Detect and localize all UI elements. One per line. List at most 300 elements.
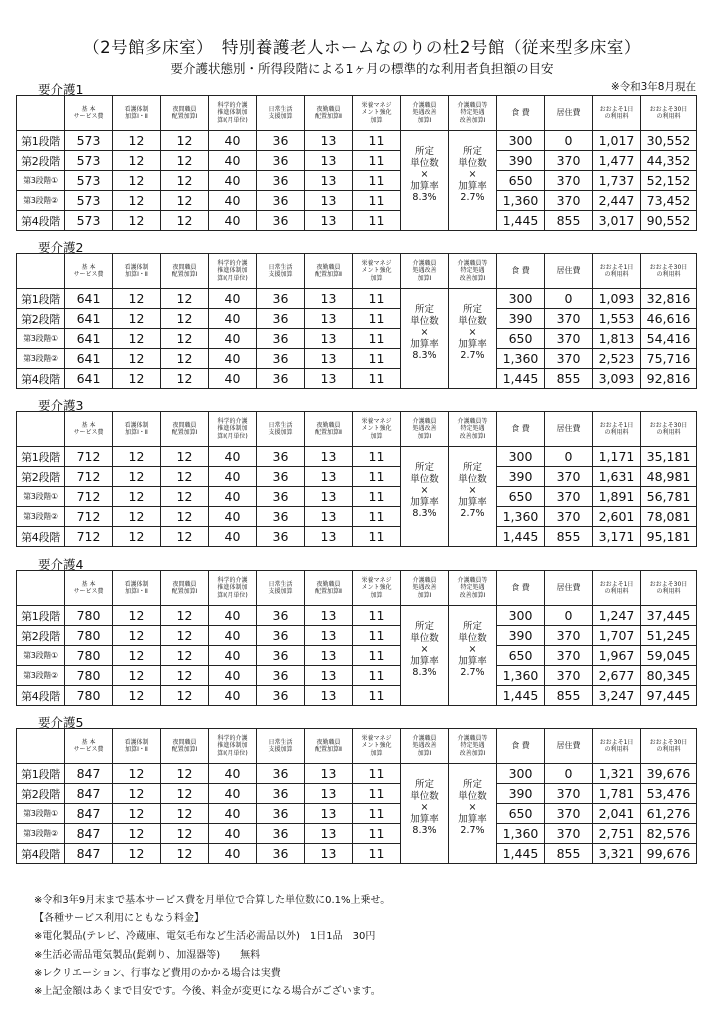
income-stage-label: 第3段階①	[17, 487, 65, 507]
column-header	[593, 254, 641, 289]
column-header	[17, 571, 65, 606]
table-cell: 3,093	[593, 369, 641, 389]
column-header	[257, 254, 305, 289]
income-stage-label: 第2段階	[17, 309, 65, 329]
table-cell: 2,447	[593, 191, 641, 211]
table-cell: 0	[545, 447, 593, 467]
table-row	[17, 211, 697, 231]
header-line: 介護職員等	[457, 418, 488, 426]
table-cell: 1,813	[593, 329, 641, 349]
header-line: 処遇改善	[412, 742, 437, 750]
column-header	[449, 96, 497, 131]
table-cell: 11	[353, 527, 401, 547]
table-cell: 370	[545, 626, 593, 646]
income-stage-label: 第3段階②	[17, 191, 65, 211]
header-line: 居住費	[556, 424, 581, 434]
header-line: 特定処遇	[460, 584, 485, 592]
column-header	[161, 729, 209, 764]
column-header	[113, 96, 161, 131]
table-cell: 641	[65, 349, 113, 369]
income-stage-label: 第2段階	[17, 784, 65, 804]
table-cell: 40	[209, 211, 257, 231]
header-line: メント強化	[361, 109, 392, 117]
table-cell: 370	[545, 507, 593, 527]
header-line: 算Ⅰ(月単位)	[217, 591, 248, 599]
table-cell: 11	[353, 666, 401, 686]
header-line: 看護体制	[124, 580, 149, 588]
column-header	[641, 412, 697, 447]
rate-line: 8.3%	[412, 350, 437, 362]
rate-line: 加算率	[458, 338, 487, 350]
header-line: 栄養マネジ	[361, 577, 392, 585]
header-line: 改善加算Ⅰ	[459, 591, 486, 599]
table-cell: 12	[161, 467, 209, 487]
merged-rate-cell	[449, 764, 497, 864]
rate-line: 単位数	[410, 473, 439, 485]
column-header	[401, 96, 449, 131]
table-cell: 40	[209, 487, 257, 507]
table-cell: 13	[305, 329, 353, 349]
table-cell: 573	[65, 211, 113, 231]
column-header	[545, 254, 593, 289]
header-line: 支援加算	[268, 746, 293, 753]
table-cell: 370	[545, 804, 593, 824]
table-cell: 36	[257, 626, 305, 646]
table-cell: 13	[305, 686, 353, 706]
table-row	[17, 626, 697, 646]
table-cell: 36	[257, 606, 305, 626]
header-line: 処遇改善	[412, 109, 437, 117]
header-line: 介護職員	[412, 102, 437, 110]
header-line: 居住費	[556, 583, 581, 593]
header-line: の利用料	[656, 113, 681, 120]
rate-line: 所定	[462, 304, 482, 316]
column-header	[113, 254, 161, 289]
header-line: 加算Ⅰ・Ⅱ	[125, 271, 148, 278]
table-cell: 12	[113, 606, 161, 626]
table-row	[17, 824, 697, 844]
table-cell: 12	[161, 151, 209, 171]
merged-rate-cell	[401, 131, 449, 231]
section-title: 要介護4	[38, 557, 84, 572]
table-cell: 573	[65, 131, 113, 151]
column-header	[65, 412, 113, 447]
rate-line: ×	[420, 327, 429, 339]
rate-line: 8.3%	[412, 667, 437, 679]
table-cell: 13	[305, 151, 353, 171]
table-cell: 40	[209, 804, 257, 824]
rate-line: ×	[468, 485, 477, 497]
column-header	[641, 96, 697, 131]
note-line: ※上記金額はあくまで目安です。今後、料金が変更になる場合がございます。	[34, 986, 381, 998]
table-cell: 13	[305, 784, 353, 804]
column-header	[113, 729, 161, 764]
fee-table	[16, 570, 697, 706]
income-stage-label: 第4段階	[17, 844, 65, 864]
table-cell: 12	[113, 349, 161, 369]
column-header	[257, 412, 305, 447]
header-line: 支援加算	[268, 271, 293, 278]
rate-line: ×	[468, 644, 477, 656]
column-header	[65, 96, 113, 131]
header-line: 夜間職員	[172, 421, 197, 429]
header-line: 配置加算Ⅰ	[171, 113, 198, 120]
table-cell: 1,445	[497, 369, 545, 389]
table-cell: 370	[545, 467, 593, 487]
table-cell: 1,477	[593, 151, 641, 171]
table-cell: 1,017	[593, 131, 641, 151]
header-line: 日常生活	[268, 421, 293, 429]
table-row	[17, 507, 697, 527]
table-cell: 36	[257, 764, 305, 784]
table-cell: 36	[257, 447, 305, 467]
table-cell: 11	[353, 131, 401, 151]
column-header	[305, 571, 353, 606]
column-header	[545, 729, 593, 764]
header-line: の利用料	[656, 746, 681, 753]
header-line: 科学的介護	[217, 102, 248, 110]
rate-line: 単位数	[410, 157, 439, 169]
table-cell: 40	[209, 646, 257, 666]
table-cell: 40	[209, 329, 257, 349]
header-line: 推進体制加	[217, 267, 248, 275]
header-line: 介護職員等	[457, 102, 488, 110]
rate-line: ×	[420, 644, 429, 656]
rate-line: 加算率	[410, 338, 439, 350]
header-line: の利用料	[656, 271, 681, 278]
header-line: 支援加算	[268, 429, 293, 436]
column-header	[545, 571, 593, 606]
header-line: 配置加算Ⅰ	[171, 588, 198, 595]
table-cell: 36	[257, 467, 305, 487]
table-row	[17, 447, 697, 467]
table-cell: 855	[545, 369, 593, 389]
header-line: 日常生活	[268, 738, 293, 746]
table-row	[17, 309, 697, 329]
table-row	[17, 844, 697, 864]
column-header	[305, 96, 353, 131]
table-cell: 12	[113, 329, 161, 349]
table-cell: 780	[65, 626, 113, 646]
table-cell: 40	[209, 666, 257, 686]
table-cell: 11	[353, 171, 401, 191]
rate-line: 加算率	[410, 655, 439, 667]
column-header	[497, 729, 545, 764]
header-line: 夜間職員	[172, 580, 197, 588]
table-cell: 12	[161, 329, 209, 349]
column-header	[353, 412, 401, 447]
header-line: の利用料	[604, 588, 629, 595]
header-line: 加算Ⅰ	[417, 749, 432, 757]
table-cell: 36	[257, 824, 305, 844]
column-header	[401, 729, 449, 764]
column-header	[65, 571, 113, 606]
income-stage-label: 第3段階①	[17, 329, 65, 349]
header-line: 基 本	[81, 263, 96, 271]
fee-table	[16, 728, 697, 864]
table-cell: 12	[161, 824, 209, 844]
table-cell: 40	[209, 349, 257, 369]
rate-line: 単位数	[458, 473, 487, 485]
table-cell: 847	[65, 784, 113, 804]
column-header	[449, 254, 497, 289]
table-cell: 36	[257, 784, 305, 804]
table-cell: 1,093	[593, 289, 641, 309]
table-cell: 36	[257, 171, 305, 191]
rate-line: ×	[420, 169, 429, 181]
column-header	[497, 571, 545, 606]
table-cell: 36	[257, 151, 305, 171]
table-cell: 12	[161, 804, 209, 824]
table-cell: 1,781	[593, 784, 641, 804]
table-cell: 11	[353, 447, 401, 467]
header-line: 日常生活	[268, 263, 293, 271]
header-line: 加算Ⅰ・Ⅱ	[125, 429, 148, 436]
header-line: 食 費	[511, 424, 530, 434]
header-line: おおよそ1日	[599, 105, 634, 113]
table-cell: 650	[497, 646, 545, 666]
header-line: 日常生活	[268, 580, 293, 588]
column-header	[305, 254, 353, 289]
table-cell: 40	[209, 844, 257, 864]
table-cell: 37,445	[641, 606, 697, 626]
rate-line: 所定	[414, 621, 434, 633]
header-line: 算Ⅰ(月単位)	[217, 432, 248, 440]
table-cell: 13	[305, 507, 353, 527]
table-cell: 36	[257, 289, 305, 309]
table-cell: 641	[65, 309, 113, 329]
rate-line: 2.7%	[460, 508, 485, 520]
table-cell: 855	[545, 686, 593, 706]
table-cell: 36	[257, 646, 305, 666]
column-header	[209, 96, 257, 131]
column-header	[305, 412, 353, 447]
column-header	[449, 412, 497, 447]
column-header	[401, 571, 449, 606]
table-cell: 11	[353, 507, 401, 527]
table-cell: 13	[305, 527, 353, 547]
table-cell: 40	[209, 369, 257, 389]
header-line: 基 本	[81, 421, 96, 429]
table-cell: 13	[305, 824, 353, 844]
table-cell: 13	[305, 804, 353, 824]
income-stage-label: 第1段階	[17, 289, 65, 309]
income-stage-label: 第3段階①	[17, 171, 65, 191]
table-cell: 52,152	[641, 171, 697, 191]
income-stage-label: 第2段階	[17, 626, 65, 646]
table-cell: 13	[305, 289, 353, 309]
header-line: おおよそ1日	[599, 421, 634, 429]
rate-line: 加算率	[410, 496, 439, 508]
header-line: 配置加算Ⅱ	[315, 746, 342, 753]
income-stage-label: 第3段階②	[17, 666, 65, 686]
header-line: 夜間職員	[172, 263, 197, 271]
rate-line: ×	[420, 802, 429, 814]
income-stage-label: 第2段階	[17, 467, 65, 487]
header-line: 栄養マネジ	[361, 418, 392, 426]
table-row	[17, 487, 697, 507]
column-header	[545, 412, 593, 447]
table-cell: 12	[161, 171, 209, 191]
table-cell: 1,967	[593, 646, 641, 666]
table-cell: 12	[161, 447, 209, 467]
table-cell: 36	[257, 329, 305, 349]
header-line: の利用料	[656, 429, 681, 436]
column-header	[353, 729, 401, 764]
column-header	[593, 729, 641, 764]
table-cell: 780	[65, 646, 113, 666]
table-cell: 80,345	[641, 666, 697, 686]
table-cell: 2,601	[593, 507, 641, 527]
header-line: 算Ⅰ(月単位)	[217, 749, 248, 757]
table-cell: 12	[161, 507, 209, 527]
table-cell: 13	[305, 626, 353, 646]
table-cell: 75,716	[641, 349, 697, 369]
table-cell: 36	[257, 369, 305, 389]
column-header	[401, 254, 449, 289]
table-cell: 650	[497, 804, 545, 824]
income-stage-label: 第4段階	[17, 369, 65, 389]
table-cell: 61,276	[641, 804, 697, 824]
merged-rate-cell	[449, 606, 497, 706]
header-line: 看護体制	[124, 421, 149, 429]
table-row	[17, 151, 697, 171]
header-line: 加算Ⅰ・Ⅱ	[125, 588, 148, 595]
table-cell: 390	[497, 784, 545, 804]
table-cell: 36	[257, 191, 305, 211]
table-cell: 712	[65, 507, 113, 527]
table-cell: 11	[353, 764, 401, 784]
table-cell: 12	[161, 646, 209, 666]
table-cell: 12	[161, 784, 209, 804]
table-cell: 370	[545, 784, 593, 804]
header-line: おおよそ30日	[649, 105, 688, 113]
table-cell: 11	[353, 646, 401, 666]
table-cell: 12	[161, 844, 209, 864]
merged-rate-cell	[449, 289, 497, 389]
table-row	[17, 666, 697, 686]
table-cell: 3,171	[593, 527, 641, 547]
header-line: おおよそ30日	[649, 263, 688, 271]
table-cell: 1,321	[593, 764, 641, 784]
header-line: 夜勤職員	[316, 263, 341, 271]
rate-line: 2.7%	[460, 667, 485, 679]
header-line: 特定処遇	[460, 109, 485, 117]
header-line: 配置加算Ⅱ	[315, 588, 342, 595]
header-line: 栄養マネジ	[361, 102, 392, 110]
table-cell: 12	[161, 369, 209, 389]
column-header	[497, 96, 545, 131]
merged-rate-cell	[401, 764, 449, 864]
table-cell: 1,360	[497, 666, 545, 686]
header-line: 基 本	[81, 738, 96, 746]
header-line: 科学的介護	[217, 735, 248, 743]
header-line: 配置加算Ⅰ	[171, 746, 198, 753]
column-header	[65, 254, 113, 289]
table-cell: 44,352	[641, 151, 697, 171]
column-header	[401, 412, 449, 447]
header-line: 配置加算Ⅰ	[171, 271, 198, 278]
table-cell: 370	[545, 487, 593, 507]
table-cell: 12	[161, 349, 209, 369]
table-cell: 56,781	[641, 487, 697, 507]
column-header	[449, 729, 497, 764]
header-line: 介護職員	[412, 260, 437, 268]
header-line: 日常生活	[268, 105, 293, 113]
table-cell: 78,081	[641, 507, 697, 527]
table-cell: 12	[161, 686, 209, 706]
header-line: 算Ⅰ(月単位)	[217, 116, 248, 124]
table-cell: 2,041	[593, 804, 641, 824]
document-title: （2号館多床室） 特別養護老人ホームなのりの杜2号館（従来型多床室）	[83, 38, 641, 57]
table-cell: 97,445	[641, 686, 697, 706]
table-cell: 11	[353, 804, 401, 824]
table-row	[17, 764, 697, 784]
column-header	[641, 729, 697, 764]
rate-line: 所定	[462, 621, 482, 633]
table-cell: 300	[497, 447, 545, 467]
header-line: 改善加算Ⅰ	[459, 274, 486, 282]
table-cell: 12	[113, 447, 161, 467]
table-cell: 641	[65, 329, 113, 349]
column-header	[209, 729, 257, 764]
table-cell: 12	[113, 369, 161, 389]
header-line: 特定処遇	[460, 425, 485, 433]
header-line: メント強化	[361, 742, 392, 750]
table-cell: 370	[545, 666, 593, 686]
rate-line: 単位数	[410, 632, 439, 644]
table-cell: 11	[353, 824, 401, 844]
table-cell: 370	[545, 171, 593, 191]
table-row	[17, 171, 697, 191]
header-line: 夜勤職員	[316, 421, 341, 429]
rate-line: ×	[468, 327, 477, 339]
column-header	[641, 254, 697, 289]
income-stage-label: 第4段階	[17, 686, 65, 706]
table-cell: 36	[257, 211, 305, 231]
header-line: 基 本	[81, 105, 96, 113]
merged-rate-cell	[449, 447, 497, 547]
table-cell: 11	[353, 191, 401, 211]
table-cell: 13	[305, 171, 353, 191]
table-row	[17, 686, 697, 706]
rate-line: 8.3%	[412, 192, 437, 204]
header-line: 推進体制加	[217, 109, 248, 117]
table-cell: 573	[65, 191, 113, 211]
header-line: 看護体制	[124, 738, 149, 746]
table-cell: 12	[113, 666, 161, 686]
table-cell: 12	[161, 309, 209, 329]
table-cell: 13	[305, 844, 353, 864]
table-cell: 36	[257, 527, 305, 547]
table-cell: 13	[305, 369, 353, 389]
table-cell: 1,360	[497, 824, 545, 844]
header-line: 加算Ⅰ	[417, 432, 432, 440]
header-line: おおよそ30日	[649, 738, 688, 746]
column-header	[257, 571, 305, 606]
header-line: 加算Ⅰ・Ⅱ	[125, 113, 148, 120]
rate-line: 単位数	[410, 315, 439, 327]
header-line: 加算	[370, 749, 383, 757]
rate-line: 単位数	[458, 632, 487, 644]
rate-line: 加算率	[458, 655, 487, 667]
rate-line: 単位数	[410, 790, 439, 802]
table-cell: 1,445	[497, 686, 545, 706]
table-cell: 390	[497, 151, 545, 171]
table-cell: 11	[353, 151, 401, 171]
table-cell: 46,616	[641, 309, 697, 329]
table-cell: 51,245	[641, 626, 697, 646]
